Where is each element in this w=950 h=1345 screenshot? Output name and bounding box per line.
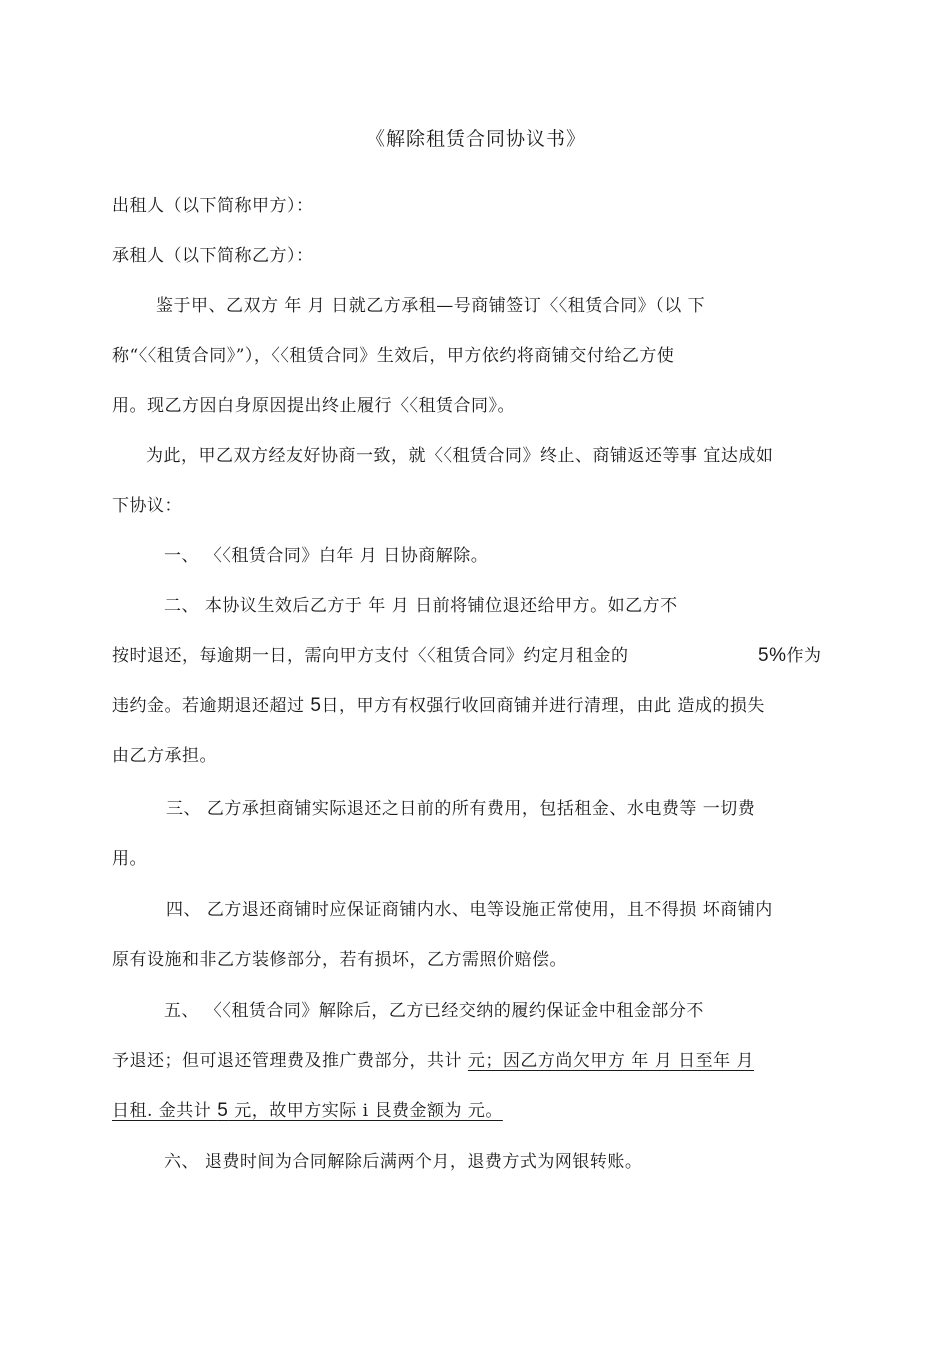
article-6: 六、 退费时间为合同解除后满两个月，退费方式为网银转账。	[164, 1152, 643, 1172]
article-2-line-4: 由乙方承担。	[112, 746, 217, 766]
article-5-line-3-c: 元，故甲方实际 i 艮费金额为 元。	[228, 1101, 503, 1121]
agreement-intro-line-2: 下协议：	[112, 496, 182, 516]
article-5-line-2-underlined: 元；因乙方尚欠甲方 年 月 日至年 月	[467, 1051, 755, 1071]
preamble-line-3: 用。现乙方因白身原因提出终止履行〈〈租赁合同》。	[112, 396, 515, 416]
lessee-line: 承租人（以下简称乙方）：	[112, 246, 314, 266]
preamble-line-2: 称“〈〈租赁合同》”），〈〈租赁合同》生效后，甲方依约将商铺交付给乙方使	[112, 346, 675, 366]
agreement-intro-line-1: 为此，甲乙双方经友好协商一致，就〈〈租赁合同》终止、商铺返还等事 宜达成如	[146, 446, 774, 466]
preamble-line-1: 鉴于甲、乙双方 年 月 日就乙方承租—号商铺签订〈〈租赁合同》（以 下	[156, 296, 706, 316]
article-3-line-1: 三、 乙方承担商铺实际退还之日前的所有费用，包括租金、水电费等 一切费	[166, 799, 756, 819]
article-2-line-2	[112, 644, 629, 668]
penalty-percent: 5%	[758, 645, 787, 666]
article-5-line-2-a: 予退还；但可退还管理费及推广费部分，共计	[112, 1051, 468, 1071]
article-5-line-3-a: 日租. 金共计	[112, 1101, 218, 1121]
rent-owed-amount: 5	[217, 1100, 229, 1121]
article-2-line-3-c: 日，甲方有权强行收回商铺并进行清理，由此 造成的损失	[321, 696, 765, 716]
article-5-line-3	[112, 1099, 503, 1123]
lessor-line: 出租人（以下简称甲方）：	[112, 196, 314, 216]
article-3-line-2: 用。	[112, 849, 147, 869]
article-2-line-3	[112, 694, 765, 718]
article-5-line-2	[112, 1049, 754, 1073]
article-2-line-2-text: 按时退还，每逾期一日，需向甲方支付〈〈租赁合同》约定月租金的	[112, 646, 629, 666]
article-2-line-3-a: 违约金。若逾期退还超过	[112, 696, 311, 716]
article-2-penalty-rate	[758, 644, 821, 668]
article-4-line-2: 原有设施和非乙方装修部分，若有损坏，乙方需照价赔偿。	[112, 950, 567, 970]
document-title: 《解除租赁合同协议书》	[366, 128, 587, 150]
article-5-line-1: 五、 〈〈租赁合同》解除后，乙方已经交纳的履约保证金中租金部分不	[164, 1001, 704, 1021]
article-4-line-1: 四、 乙方退还商铺时应保证商铺内水、电等设施正常使用，且不得损 坏商铺内	[166, 900, 773, 920]
article-1: 一、 〈〈租赁合同》白年 月 日协商解除。	[164, 546, 489, 566]
article-2-line-1: 二、 本协议生效后乙方于 年 月 日前将铺位退还给甲方。如乙方不	[164, 596, 678, 616]
penalty-suffix: 作为	[786, 646, 822, 666]
overdue-days: 5	[310, 695, 322, 716]
